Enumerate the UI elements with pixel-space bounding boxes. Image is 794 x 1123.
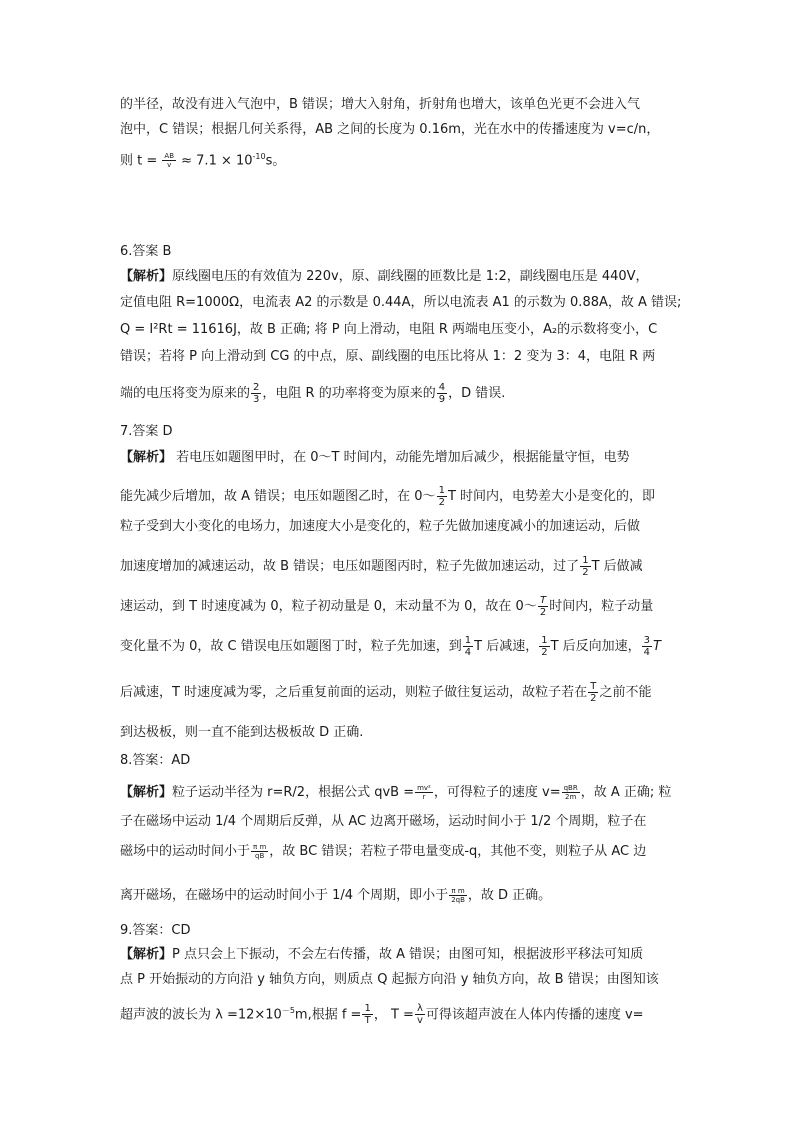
q5-line-2: 泡中，C 错误；根据几何关系得，AB 之间的长度为 0.16m，光在水中的传播速度为 v=c/n， <box>120 122 660 137</box>
q8-line-4: 离开磁场，在磁场中的运动时间小于 1/4 个周期，即小于 $\frac{\text{π m}}{2qB}$ ，故 D 正确。 <box>120 887 552 904</box>
q9-line-1: 【解析】P 点只会上下振动，不会左右传播，故 A 错误；由图可知，根据波形平移法可知质 <box>120 947 644 962</box>
q9-line-3: 超声波的波长为 $\lambda =12\times 10^{-5}m$,根据 f = $\frac{1}{T}$ ， T = $\frac{\lambda}{v}$ 可得该超声波在人体内传播的速度 v= <box>120 1003 644 1027</box>
q6-answer: 6.答案 B <box>120 244 172 259</box>
q7-line-1: 【解析】 若电压如题图甲时，在 0～T 时间内，动能先增加后减少，根据能量守恒，电势 <box>120 450 630 465</box>
q7-line-7: 后减速，T 时速度减为零，之后重复前面的运动，则粒子做往复运动，故粒子若在 $\frac{T}{2}$ 之前不能 <box>120 681 652 704</box>
q7-line-2: 能先减少后增加，故 A 错误；电压如题图乙时，在 0～ $\frac{1}{2}$ T 时间内，电势差大小是变化的，即 <box>120 485 656 508</box>
q6-line-4: 错误；若将 P 向上滑动到 CG 的中点，原、副线圈的电压比将从 1：2 变为 3：4，电阻 R 两 <box>120 349 656 364</box>
q7-line-3: 粒子受到大小变化的电场力，加速度大小是变化的，粒子先做加速度减小的加速运动，后做 <box>120 519 641 534</box>
q7-line-5: 速运动，到 T 时速度减为 0，粒子初动量是 0，末动量不为 0，故在 0～ $\frac{T}{2}$ 时间内，粒子动量 <box>120 595 654 618</box>
q8-line-1: 【解析】粒子运动半径为 r=R/2，根据公式 qvB = $\frac{\text{mv²}}{r}$ ，可得粒子的速度 v= $\frac{\text{qBR}}{2m}$ ，故 A 正确; 粒 <box>120 784 672 801</box>
q6-line-5: 端的电压将变为原来的 $\frac{2}{3}$ ，电阻 R 的功率将变为原来的 $\frac{4}{9}$ ，D 错误. <box>120 382 506 405</box>
q8-line-3: 磁场中的运动时间小于 $\frac{\text{π m}}{qB}$ ，故 BC 错误；若粒子带电量变成-q，其他不变，则粒子从 AC 边 <box>120 843 647 860</box>
q6-line-1: 【解析】原线圈电压的有效值为 220v，原、副线圈的匝数比是 1:2，副线圈电压是 440V， <box>120 269 649 284</box>
q7-line-8: 到达极板，则一直不能到达极板故 D 正确. <box>120 725 364 740</box>
q5-line-3: 则 t = $\frac{AB}{v}$ ≈ $7.1 \times 10^{-10}s$。 <box>120 152 286 170</box>
q9-line-2: 点 P 开始振动的方向沿 y 轴负方向，则质点 Q 起振方向沿 y 轴负方向，故 B 错误；由图知该 <box>120 972 659 987</box>
q8-answer: 8.答案：AD <box>120 753 191 768</box>
fraction-ab-over-v: $\frac{AB}{v}$ <box>164 152 174 170</box>
q9-answer: 9.答案：CD <box>120 923 191 938</box>
q6-line-3: Q = I²Rt = 11616J，故 B 正确; 将 P 向上滑动，电阻 R 两端电压变小，A₂的示数将变小，C <box>120 322 658 337</box>
q8-line-2: 子在磁场中运动 1/4 个周期后反弹，从 AC 边离开磁场，运动时间小于 1/2 个周期，粒子在 <box>120 814 647 829</box>
q6-line-2: 定值电阻 R=1000Ω，电流表 A2 的示数是 0.44A，所以电流表 A1 的示数为 0.88A，故 A 错误; <box>120 295 682 310</box>
q5-line-1: 的半径，故没有进入气泡中，B 错误；增大入射角，折射角也增大，该单色光更不会进入气 <box>120 97 641 112</box>
q7-line-6: 变化量不为 0，故 C 错误电压如题图丁时，粒子先加速，到 $\frac{1}{4}$ T 后减速， $\frac{1}{2}$ T 后反向加速， $\frac{3}{4}$ T <box>120 635 661 658</box>
q7-line-4: 加速度增加的减速运动，故 B 错误；电压如题图丙时，粒子先做加速运动，过了 $\frac{1}{2}$ T 后做减 <box>120 555 643 578</box>
q7-answer: 7.答案 D <box>120 424 173 439</box>
